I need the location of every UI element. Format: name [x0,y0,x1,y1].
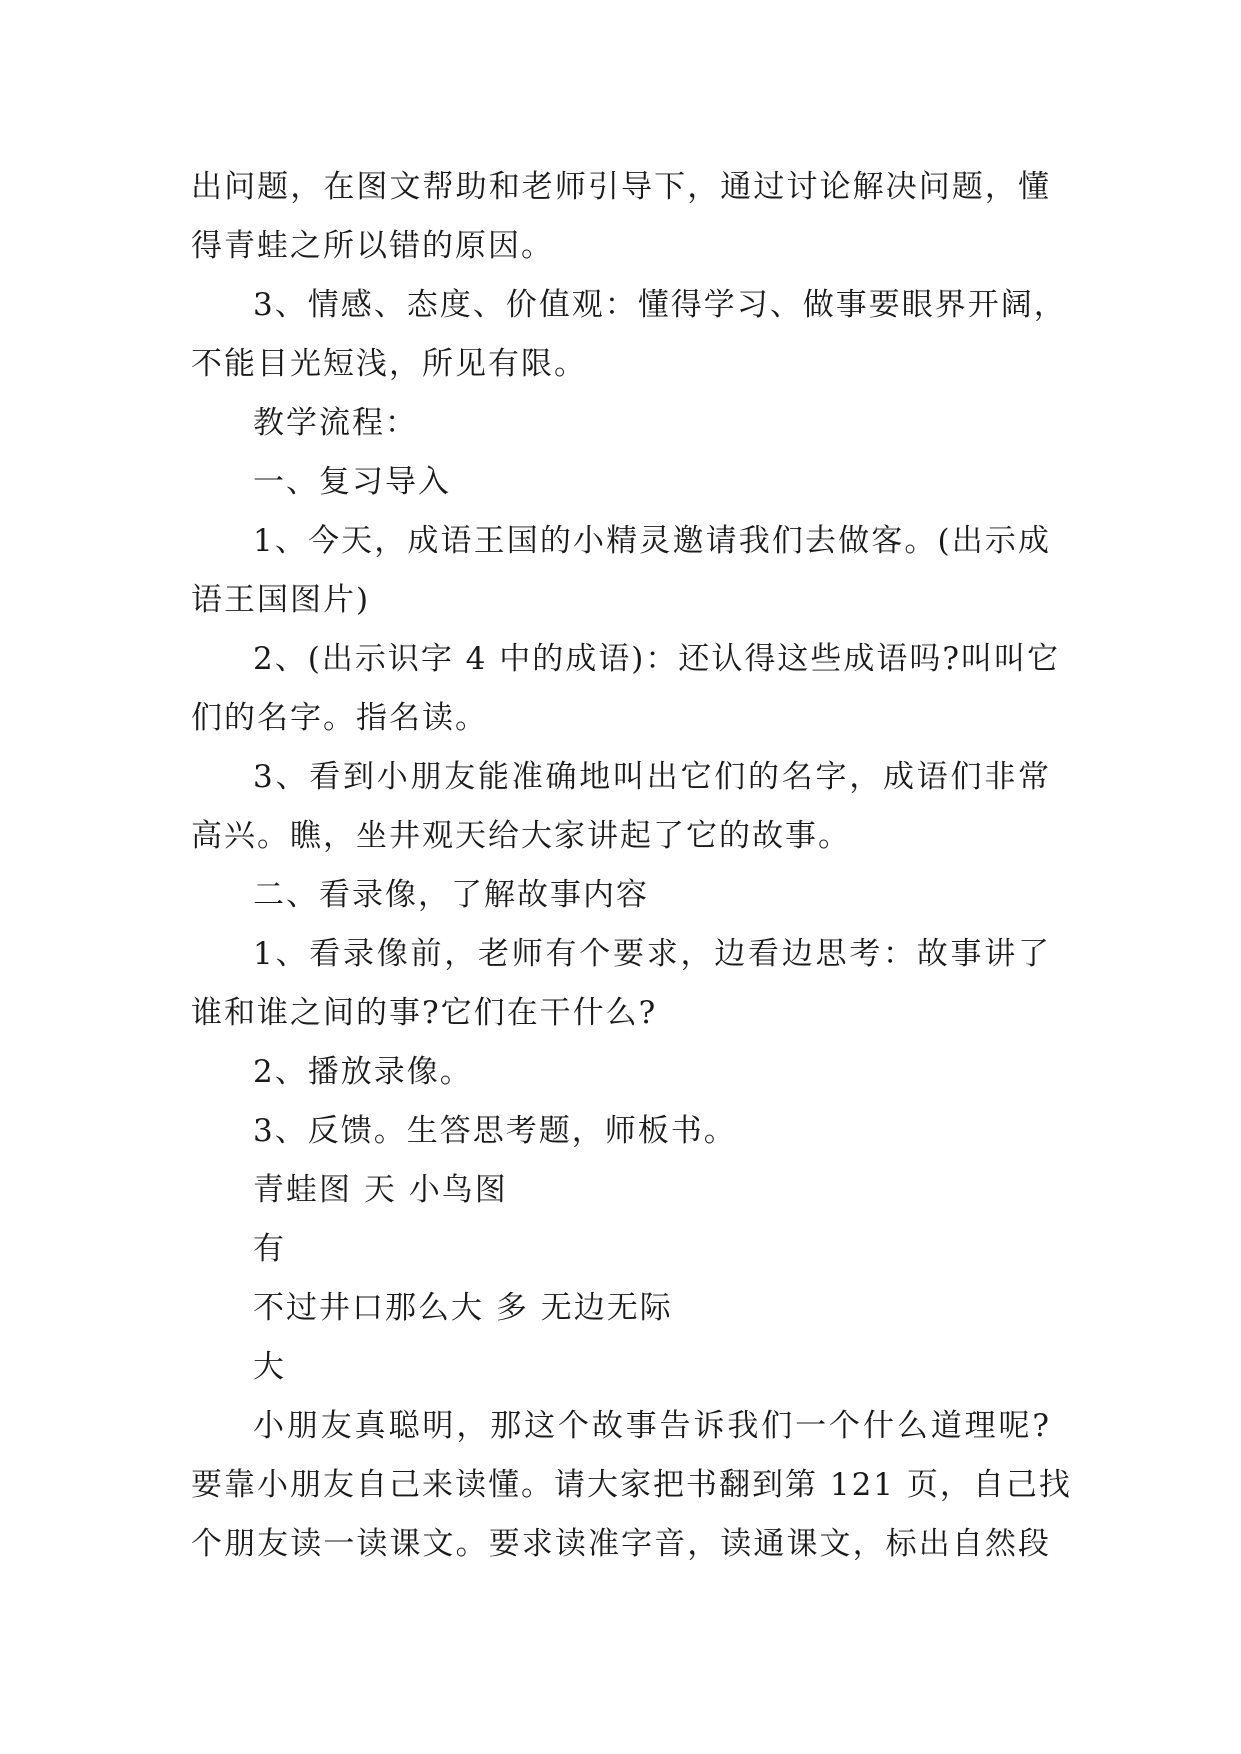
paragraph-line: 小朋友真聪明，那这个故事告诉我们一个什么道理呢? [253,1408,1051,1444]
paragraph-line: 2、(出示识字 4 中的成语)：还认得这些成语吗?叫叫它 [253,641,1060,677]
paragraph-line: 出问题，在图文帮助和老师引导下，通过讨论解决问题，懂 [191,169,1051,205]
paragraph-line: 3、看到小朋友能准确地叫出它们的名字，成语们非常 [253,759,1051,795]
document-body [191,158,1072,1574]
paragraph-line: 2、播放录像。 [253,1054,473,1090]
paragraph-line: 得青蛙之所以错的原因。 [191,228,554,264]
paragraph-line: 们的名字。指名读。 [191,700,488,736]
paragraph-line: 个朋友读一读课文。要求读准字音，读通课文，标出自然段 [191,1526,1051,1562]
paragraph-line: 3、反馈。生答思考题，师板书。 [253,1113,737,1149]
paragraph-line: 要靠小朋友自己来读懂。请大家把书翻到第 121 页，自己找 [191,1467,1072,1503]
paragraph-line: 3、情感、态度、价值观：懂得学习、做事要眼界开阔， [253,287,1067,323]
paragraph-line: 语王国图片) [191,582,371,618]
section-heading: 一、复习导入 [253,464,451,500]
blackboard-line: 大 [253,1349,286,1385]
section-heading: 二、看录像，了解故事内容 [253,877,649,913]
paragraph-line: 1、看录像前，老师有个要求，边看边思考：故事讲了 [253,936,1051,972]
paragraph-line: 谁和谁之间的事?它们在干什么? [191,995,658,1031]
section-label: 教学流程： [253,405,418,441]
blackboard-line: 青蛙图 天 小鸟图 [253,1172,508,1208]
paragraph-line: 1、今天，成语王国的小精灵邀请我们去做客。(出示成 [253,523,1051,559]
blackboard-line: 不过井口那么大 多 无边无际 [253,1290,673,1326]
blackboard-line: 有 [253,1231,286,1267]
paragraph-line: 高兴。瞧，坐井观天给大家讲起了它的故事。 [191,818,851,854]
paragraph-line: 不能目光短浅，所见有限。 [191,346,587,382]
